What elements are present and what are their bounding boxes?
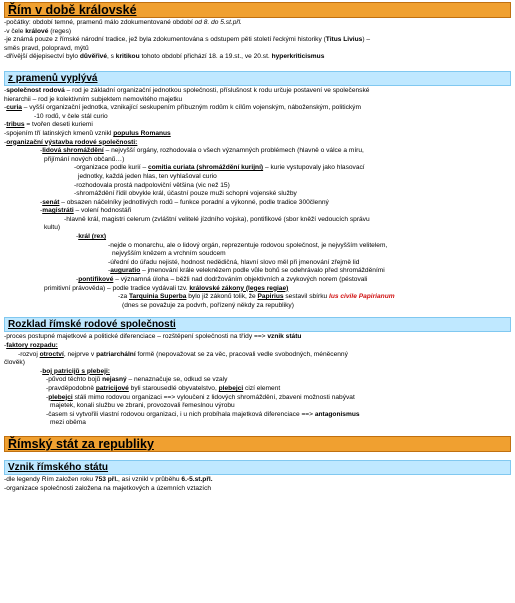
text-line: -tribus = tvořen deseti kuriemi	[4, 121, 93, 129]
text-line: nejvyšším knězem a vrchním soudcem	[112, 250, 226, 258]
text-line: -proces postupné majetkové a politické diferenciace – rozštěpení společnosti na třídy ==> vznik státu	[4, 333, 302, 341]
text-line: primitivní právověda) – podle tradice vydávali tzv. královské zákony (leges regiae)	[44, 284, 289, 292]
section-heading-republic: Římský stát za republiky	[4, 436, 511, 452]
text-line: -společnost rodová – rod je základní organizační jednotkou společnosti, příslušnost k rodu určuje postavení ve společenské	[4, 86, 370, 94]
text-line: -král (rex)	[76, 233, 107, 241]
text-line: kultu)	[44, 224, 61, 232]
text-line: -organizace podle kurií – comitia curiata (shromáždění kurijní) – kurie vystupovaly jako hlasovací	[74, 164, 365, 172]
text-line: -boj patricijů s plebeji:	[40, 367, 110, 375]
text-line: -dřívější dějepisectví bylo důvěřivé, s kritikou tohoto období přichází 18. a 19.st., ve 20.st. hyperkriticismus	[4, 53, 325, 61]
text-line: -časem si vytvořili vlastní rodovou organizaci, i u nich probíhala majetková diferenciace ==> antagonismus	[46, 410, 360, 418]
text-line: (dnes se považuje za podvrh, pořízený někdy za republiky)	[122, 301, 294, 309]
text-line: -je známá pouze z římské národní tradice, jež byla zdokumentována s odstupem pěti století řeckými historiky (Titus Livius) –	[4, 36, 371, 44]
text-line: člověk)	[4, 359, 25, 367]
text-line: -10 rodů, v čele stál curio	[34, 112, 108, 120]
text-line: přijímání nových občanů…)	[44, 155, 125, 163]
text-line: -plebejci stáli mimo rodovou organizaci ==> vyloučeni z lidových shromáždění, zbaveni možnosti nabývat	[46, 393, 355, 401]
text-line: -organizační výstavba rodové společnosti:	[4, 138, 138, 146]
text-line: -curia – vyšší organizační jednotka, vznikající seskupením příbuzným rodům k cílům vojenským, náboženským, politickým	[4, 104, 361, 112]
text-line: -nejde o monarchu, ale o lidový orgán, reprezentuje rodovou společnost, je nejvyšším velitelem,	[108, 241, 388, 249]
text-line: -v čele králové (reges)	[4, 27, 72, 35]
text-line: -úřední do úřadu nejisté, hodnost nedědičná, hlavní slovo měl při jmenování zřejmě lid	[108, 258, 360, 266]
section-heading-kings: Řím v době královské	[4, 2, 511, 18]
text-line: -faktory rozpadu:	[4, 342, 58, 349]
section-heading-origin: Vznik římského státu	[4, 460, 511, 475]
text-line: jednotky, každá jeden hlas, ten vyhlašoval curio	[78, 172, 217, 180]
text-line: -rozhodovala prostá nadpoloviční většina (vic než 15)	[74, 181, 230, 189]
section-heading-sources: z pramenů vyplývá	[4, 71, 511, 86]
text-line: -organizace společnosti založena na majetkových a územních vztazích	[4, 484, 212, 492]
text-line: -magistráti – volení hodnostáři	[40, 207, 132, 215]
text-line: -hlavně král, magistri celerum (zvláštní velitelé jízdního vojska), pontifikové (sbor kněží vedoucích správu	[64, 215, 370, 223]
text-line: -lidová shromáždění – nejvyšší orgány, rozhodovala o všech významných problémech (hlavně o válce a míru,	[40, 147, 364, 155]
text-line: -dle legendy Řím založen roku 753 přl., asi vznikl v průběhu 6.-5.st.přl.	[4, 475, 213, 483]
text-line: -rozvoj otroctví, nejprve v patriarchální formě (nepovažovat se za věc, pracovali vedle svobodných, méněcenný	[18, 350, 348, 358]
text-line: -shromáždění řídil obvykle král, účastní pouze muži schopni vojenské služby	[74, 190, 297, 198]
text-line: -senát – obsazen náčelníky jednotlivých rodů – funkce poradní a výkonné, podle tradice 300členný	[40, 198, 329, 206]
text-line: -pravděpodobně patricijové byli starousedlé obyvatelstvo, plebejci cizí element	[46, 384, 281, 392]
text-line: mezi oběma	[50, 419, 86, 427]
text-line: -spojením tří latinských kmenů vznikl populus Romanus	[4, 129, 171, 137]
text-line: -původ těchto bojů nejasný – nenaznačuje se, odkud se vzaly	[46, 376, 228, 384]
text-line: majetek, konali službu ve zbrani, provozovali řemeslnou výrobu	[50, 402, 235, 410]
section-heading-dissolution: Rozklad římské rodové společnosti	[4, 317, 511, 332]
text-line: -počátky: období temné, pramenů málo zdokumentované období od 8. do 5.st.přl.	[4, 19, 242, 26]
text-line: hierarchii – rod je kolektivním subjektem nemovitého majetku	[4, 95, 183, 103]
text-line: -pontifikové – významná úloha – běžli nad dodržováním objektivních a zvykových norem (péstovali	[76, 276, 368, 284]
text-line: -za Tarquinia Superba bylo již zákonů tolik, že Papirius sestavil sbírku Ius civile Papirianum	[118, 293, 395, 301]
text-line: -auguratio – jmenování krále veleknězem podle vůle bohů se odehrávalo před shromážděními	[108, 267, 385, 275]
text-line: směs pravd, polopravd, mýtů	[4, 44, 89, 52]
